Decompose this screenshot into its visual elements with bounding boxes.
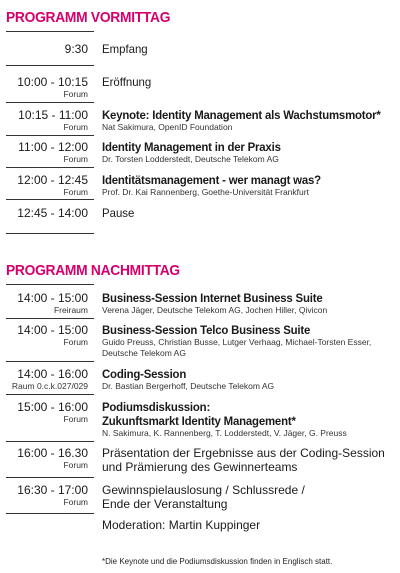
time: 15:00 - 16:00 <box>17 400 88 414</box>
section-title-vormittag: PROGRAMM VORMITTAG <box>6 9 171 26</box>
time: 16:30 - 17:00 <box>17 483 88 497</box>
time: 14:00 - 15:00 <box>17 323 88 337</box>
room: Forum <box>63 187 88 197</box>
divider <box>6 135 94 136</box>
session-title: Keynote: Identity Management als Wachstumsmotor* <box>102 108 381 122</box>
divider <box>6 167 94 168</box>
time: 11:00 - 12:00 <box>18 140 88 154</box>
divider <box>6 361 94 362</box>
session-title: Identitätsmanagement - wer managt was? <box>102 173 321 187</box>
session-title: Empfang <box>102 42 148 56</box>
moderation: Moderation: Martin Kuppinger <box>102 518 261 532</box>
speaker: Prof. Dr. Kai Rannenberg, Goethe-Universität Frankfurt <box>102 187 309 197</box>
room: Forum <box>63 460 88 470</box>
speaker: Nat Sakimura, OpenID Foundation <box>102 122 233 132</box>
room: Freiraum <box>53 305 88 315</box>
session-title: Business-Session Internet Business Suite <box>102 291 323 305</box>
room: Forum <box>63 414 88 424</box>
speaker: Deutsche Telekom AG <box>102 347 186 358</box>
speaker: Verena Jäger, Deutsche Telekom AG, Jochen Hiller, Qivicon <box>102 305 328 315</box>
speaker: Dr. Bastian Bergerhoff, Deutsche Telekom AG <box>102 381 275 391</box>
divider <box>6 441 94 442</box>
divider <box>6 513 94 514</box>
session-title: Business-Session Telco Business Suite <box>102 323 311 337</box>
room: Raum 0.c.k.027/029 <box>11 381 88 391</box>
divider <box>6 102 94 103</box>
time: 16:00 - 16.30 <box>17 446 88 460</box>
time: 10:15 - 11:00 <box>18 108 88 122</box>
session-title: Ende der Veranstaltung <box>102 497 228 511</box>
session-title: und Prämierung des Gewinnerteams <box>102 460 298 474</box>
speaker: Dr. Torsten Lodderstedt, Deutsche Telekom AG <box>102 154 279 164</box>
divider <box>6 394 94 395</box>
time: 14:00 - 15:00 <box>17 291 88 305</box>
room: Forum <box>63 337 88 347</box>
divider <box>6 318 94 319</box>
divider <box>6 199 94 200</box>
session-title: Präsentation der Ergebnisse aus der Coding-Session <box>102 446 385 460</box>
session-title: Coding-Session <box>102 367 187 381</box>
time: 10:00 - 10:15 <box>17 75 88 89</box>
session-title: Eröffnung <box>102 75 152 89</box>
divider <box>6 65 94 66</box>
section-title-nachmittag: PROGRAMM NACHMITTAG <box>6 262 180 279</box>
room: Forum <box>63 497 88 507</box>
session-title: Podiumsdiskussion: <box>102 400 211 414</box>
divider <box>6 477 94 478</box>
room: Forum <box>63 154 88 164</box>
time: 12:00 - 12:45 <box>17 173 88 187</box>
session-title: Gewinnspielauslosung / Schlussrede / <box>102 483 305 497</box>
divider <box>6 284 94 285</box>
speaker: N. Sakimura, K. Rannenberg, T. Lodderstedt, V. Jäger, G. Preuss <box>102 428 347 438</box>
session-title: Pause <box>102 206 135 220</box>
speaker: Guido Preuss, Christian Busse, Lutger Verhaag, Michael-Torsten Esser, <box>102 337 372 347</box>
room: Forum <box>63 89 88 99</box>
footnote: *Die Keynote und die Podiumsdiskussion finden in Englisch statt. <box>102 557 333 566</box>
divider <box>6 233 94 234</box>
session-title: Zukunftsmarkt Identity Management* <box>102 414 296 428</box>
time: 9:30 <box>64 42 88 56</box>
session-title: Identity Management in der Praxis <box>102 140 281 154</box>
time: 14:00 - 16:00 <box>17 367 88 381</box>
room: Forum <box>63 122 88 132</box>
divider <box>6 31 94 32</box>
time: 12:45 - 14:00 <box>17 206 88 220</box>
